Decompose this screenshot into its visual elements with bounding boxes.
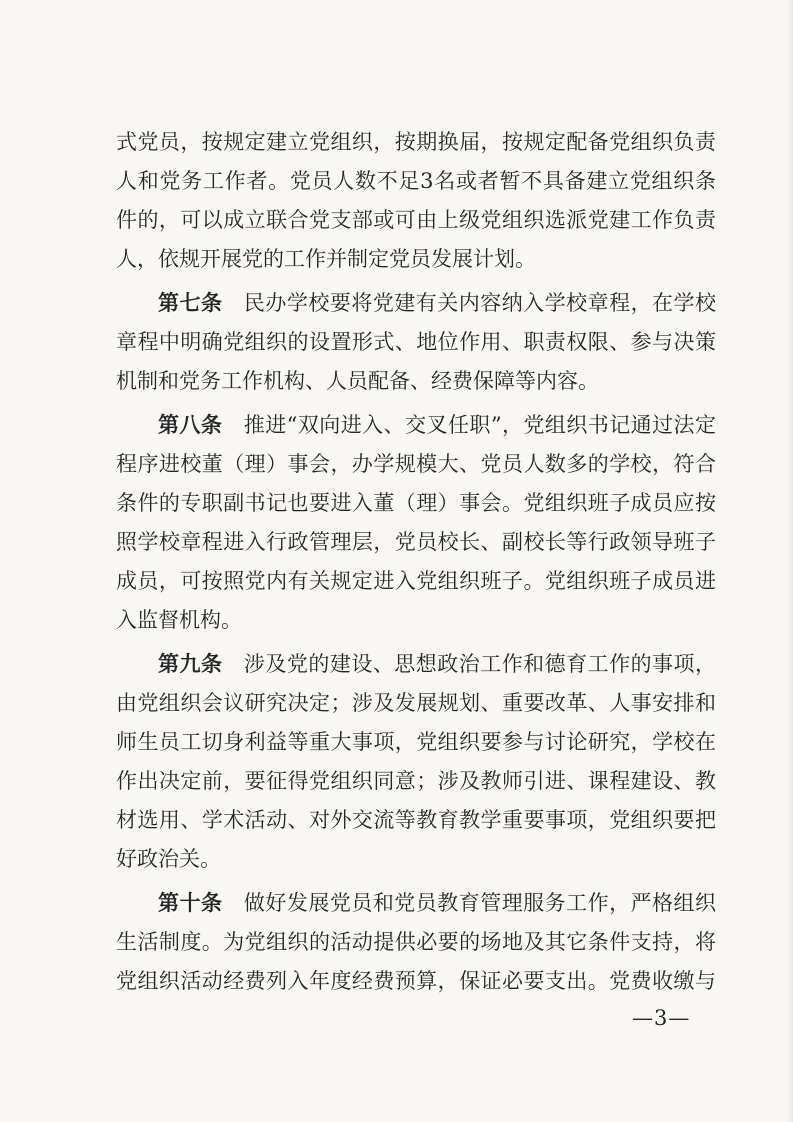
article-7-first-line: [158, 289, 716, 317]
body-line: 人，依规开展党的工作并制定党员发展计划。: [116, 247, 536, 271]
article-8-text: 推进“双向进入、交叉任职”，党组织书记通过法定: [243, 413, 717, 437]
body-line: 程序进校董（理）事会，办学规模大、党员人数多的学校，符合: [116, 452, 716, 476]
page-number: —3—: [632, 1006, 691, 1030]
body-line: 机制和党务工作机构、人员配备、经费保障等内容。: [116, 369, 599, 393]
article-10-text: 做好发展党员和党员教育管理服务工作，严格组织: [243, 891, 717, 915]
body-line: 作出决定前，要征得党组织同意；涉及教师引进、课程建设、教: [116, 769, 716, 793]
body-line: 党组织活动经费列入年度经费预算，保证必要支出。党费收缴与: [116, 969, 716, 993]
article-9-text: 涉及党的建设、思想政治工作和德育工作的事项，: [243, 652, 717, 676]
article-9-heading: 第九条: [158, 651, 223, 676]
body-line: 师生员工切身利益等重大事项，党组织要参与讨论研究，学校在: [116, 730, 716, 754]
body-line: 件的，可以成立联合党支部或可由上级党组织选派党建工作负责: [116, 208, 716, 232]
body-line: 由党组织会议研究决定；涉及发展规划、重要改革、人事安排和: [116, 691, 716, 715]
body-line: 生活制度。为党组织的活动提供必要的场地及其它条件支持，将: [116, 930, 716, 954]
article-7-text: 民办学校要将党建有关内容纳入学校章程，在学校: [243, 291, 717, 315]
body-line: 条件的专职副书记也要进入董（理）事会。党组织班子成员应按: [116, 491, 716, 515]
body-line: 人和党务工作者。党员人数不足3名或者暂不具备建立党组织条: [116, 169, 716, 193]
body-line: 材选用、学术活动、对外交流等教育教学重要事项，党组织要把: [116, 808, 716, 832]
body-line: 好政治关。: [116, 847, 221, 871]
article-8-heading: 第八条: [158, 412, 223, 437]
body-line: 照学校章程进入行政管理层，党员校长、副校长等行政领导班子: [116, 530, 716, 554]
body-line: 章程中明确党组织的设置形式、地位作用、职责权限、参与决策: [116, 330, 716, 354]
body-line: 成员，可按照党内有关规定进入党组织班子。党组织班子成员进: [116, 569, 716, 593]
article-8-first-line: [158, 411, 716, 439]
article-10-heading: 第十条: [158, 890, 223, 915]
body-line: 式党员，按规定建立党组织，按期换届，按规定配备党组织负责: [116, 130, 716, 154]
article-10-first-line: [158, 889, 716, 917]
article-7-heading: 第七条: [158, 290, 223, 315]
body-line: 入监督机构。: [116, 608, 242, 632]
article-9-first-line: [158, 650, 716, 678]
